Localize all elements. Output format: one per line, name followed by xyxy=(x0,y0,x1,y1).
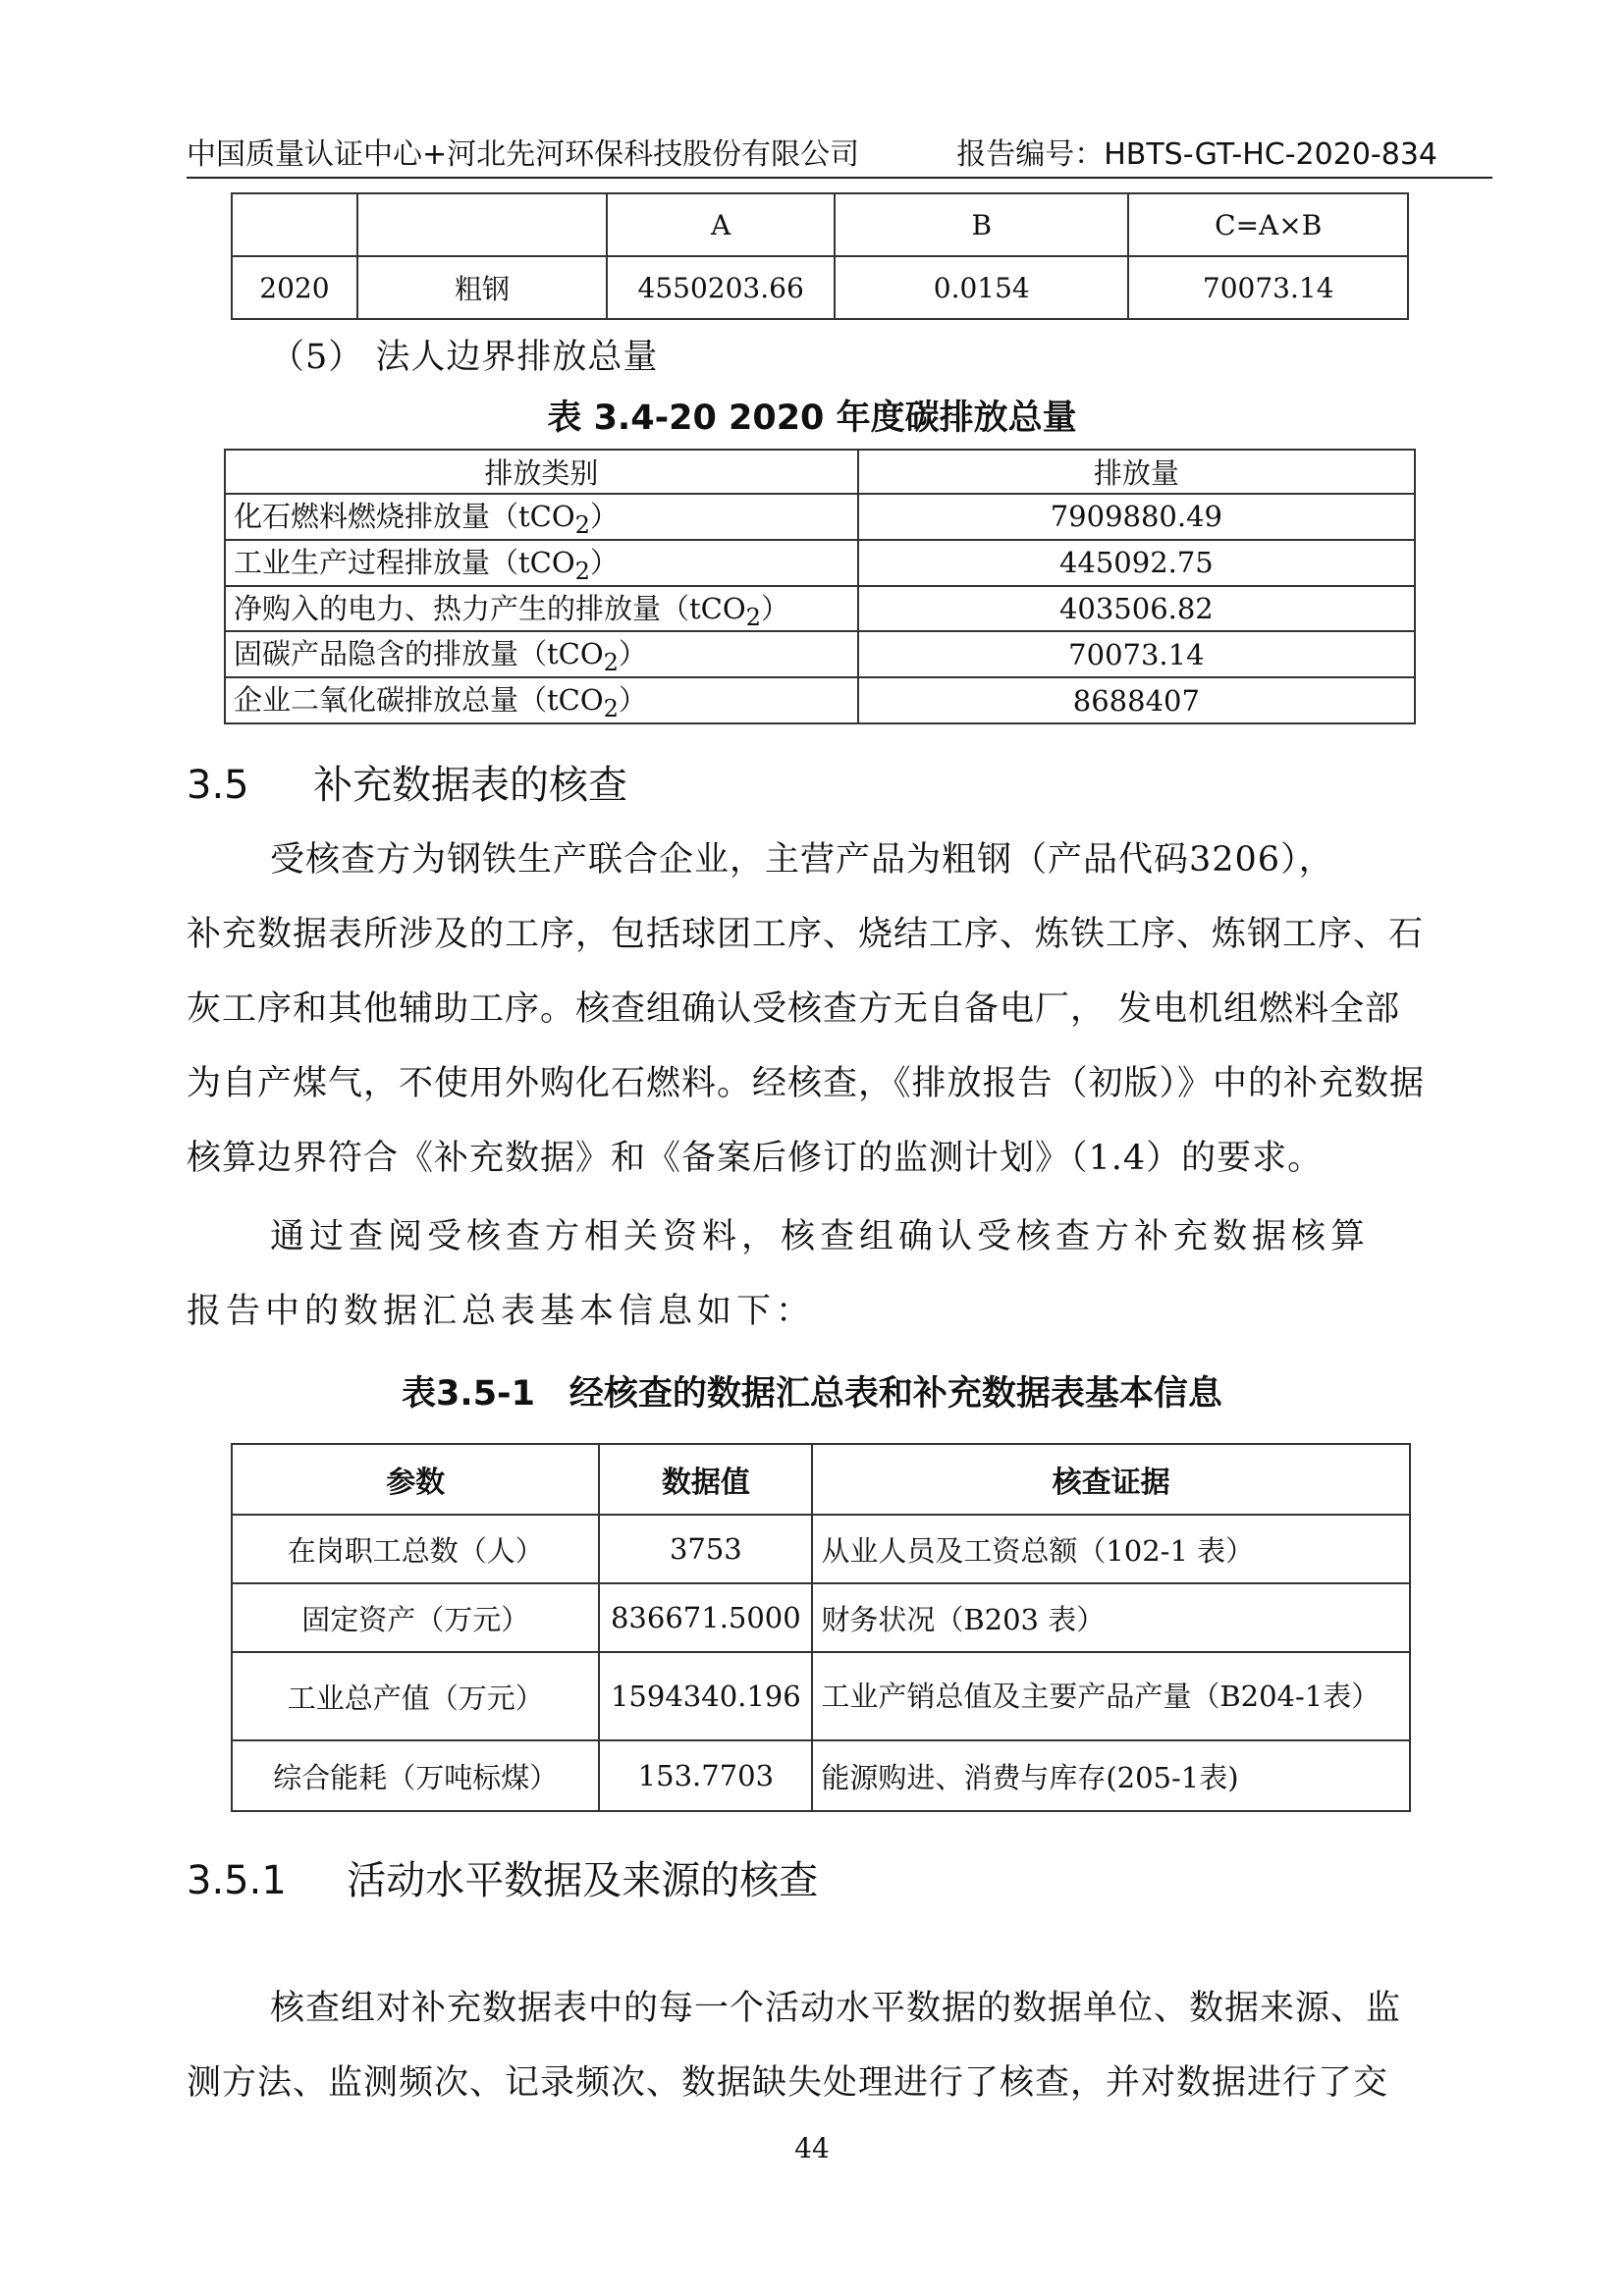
table-caption: 表3.5-1 经核查的数据汇总表和补充数据表基本信息 xyxy=(402,1374,1222,1414)
paragraph-line: 核算边界符合《补充数据》和《备案后修订的监测计划》（1.4）的要求。 xyxy=(187,1139,1324,1178)
table-cell: B xyxy=(835,193,1128,256)
section-number: 3.5 xyxy=(187,763,249,808)
value-cell: 1594340.196 xyxy=(599,1652,812,1740)
section-heading xyxy=(187,1849,818,1905)
column-header: 排放类别 xyxy=(225,450,858,494)
table-row xyxy=(232,1583,1410,1652)
emission-total-table xyxy=(224,449,1416,724)
parameter-cell: 在岗职工总数（人） xyxy=(232,1515,599,1583)
paragraph-line: 核查组对补充数据表中的每一个活动水平数据的数据单位、数据来源、监 xyxy=(270,1989,1402,2028)
value-cell: 153.7703 xyxy=(599,1740,812,1811)
table-cell: A xyxy=(607,193,835,256)
table-cell: 2020 xyxy=(232,256,357,319)
table-row xyxy=(225,494,1415,540)
table-cell xyxy=(232,193,357,256)
table-row xyxy=(225,586,1415,632)
table-cell: 70073.14 xyxy=(1128,256,1408,319)
table-cell: 0.0154 xyxy=(835,256,1128,319)
table-cell: 粗钢 xyxy=(357,256,607,319)
column-header: 参数 xyxy=(232,1444,599,1515)
table-cell: 4550203.66 xyxy=(607,256,835,319)
table-row xyxy=(225,677,1415,723)
paragraph-line: 补充数据表所涉及的工序，包括球团工序、烧结工序、炼铁工序、炼钢工序、石 xyxy=(187,915,1425,954)
section-number: 3.5.1 xyxy=(187,1858,287,1903)
column-header: 数据值 xyxy=(599,1444,812,1515)
header-organization: 中国质量认证中心+河北先河环保科技股份有限公司 xyxy=(187,137,860,172)
emission-value: 8688407 xyxy=(858,677,1415,723)
paragraph-line: 通过查阅受核查方相关资料，核查组确认受核查方补充数据核算 xyxy=(270,1217,1371,1256)
table-row xyxy=(232,1652,1410,1740)
parameter-cell: 综合能耗（万吨标煤） xyxy=(232,1740,599,1811)
emission-category: 净购入的电力、热力产生的排放量（tCO$_2$） xyxy=(225,586,858,632)
evidence-cell: 从业人员及工资总额（102-1 表） xyxy=(812,1515,1410,1583)
page-number: 44 xyxy=(794,2132,830,2164)
emission-value: 445092.75 xyxy=(858,540,1415,586)
header-rule xyxy=(187,177,1492,179)
parameter-cell: 工业总产值（万元） xyxy=(232,1652,599,1740)
evidence-cell: 工业产销总值及主要产品产量（B204-1表） xyxy=(812,1652,1410,1740)
paragraph-line: 报告中的数据汇总表基本信息如下： xyxy=(187,1292,816,1331)
parameter-cell: 固定资产（万元） xyxy=(232,1583,599,1652)
subsection-heading: （5） 法人边界排放总量 xyxy=(270,338,659,377)
value-cell: 836671.5000 xyxy=(599,1583,812,1652)
paragraph-line: 受核查方为钢铁生产联合企业，主营产品为粗钢（产品代码3206）， xyxy=(270,840,1334,880)
evidence-cell: 能源购进、消费与库存(205-1表) xyxy=(812,1740,1410,1811)
table-row xyxy=(225,540,1415,586)
emission-value: 403506.82 xyxy=(858,586,1415,632)
table-cell xyxy=(357,193,607,256)
table-caption: 表 3.4-20 2020 年度碳排放总量 xyxy=(547,399,1077,438)
paragraph-line: 为自产煤气，不使用外购化石燃料。经核查，《排放报告（初版）》中的补充数据 xyxy=(187,1064,1426,1103)
table-cell: C=A×B xyxy=(1128,193,1408,256)
table-header-row xyxy=(225,450,1415,494)
value-cell: 3753 xyxy=(599,1515,812,1583)
paragraph-line: 测方法、监测频次、记录频次、数据缺失处理进行了核查，并对数据进行了交 xyxy=(187,2063,1389,2103)
header-report-number: 报告编号：HBTS-GT-HC-2020-834 xyxy=(956,137,1437,172)
evidence-cell: 财务状况（B203 表） xyxy=(812,1583,1410,1652)
table-row xyxy=(232,193,1408,256)
data-summary-table xyxy=(231,1443,1411,1812)
emission-value: 70073.14 xyxy=(858,631,1415,677)
table-row xyxy=(232,1740,1410,1811)
emission-category: 企业二氧化碳排放总量（tCO$_2$） xyxy=(225,677,858,723)
emission-category: 工业生产过程排放量（tCO$_2$） xyxy=(225,540,858,586)
emission-value: 7909880.49 xyxy=(858,494,1415,540)
column-header: 排放量 xyxy=(858,450,1415,494)
paragraph-line: 灰工序和其他辅助工序。核查组确认受核查方无自备电厂， 发电机组燃料全部 xyxy=(187,989,1401,1029)
section-title: 补充数据表的核查 xyxy=(313,763,628,808)
section-heading xyxy=(187,754,627,810)
table-row xyxy=(232,256,1408,319)
emission-calc-table xyxy=(231,192,1409,320)
table-row xyxy=(232,1515,1410,1583)
table-row xyxy=(225,631,1415,677)
table-header-row xyxy=(232,1444,1410,1515)
emission-category: 固碳产品隐含的排放量（tCO$_2$） xyxy=(225,631,858,677)
section-title: 活动水平数据及来源的核查 xyxy=(347,1858,819,1903)
emission-category: 化石燃料燃烧排放量（tCO$_2$） xyxy=(225,494,858,540)
column-header: 核查证据 xyxy=(812,1444,1410,1515)
